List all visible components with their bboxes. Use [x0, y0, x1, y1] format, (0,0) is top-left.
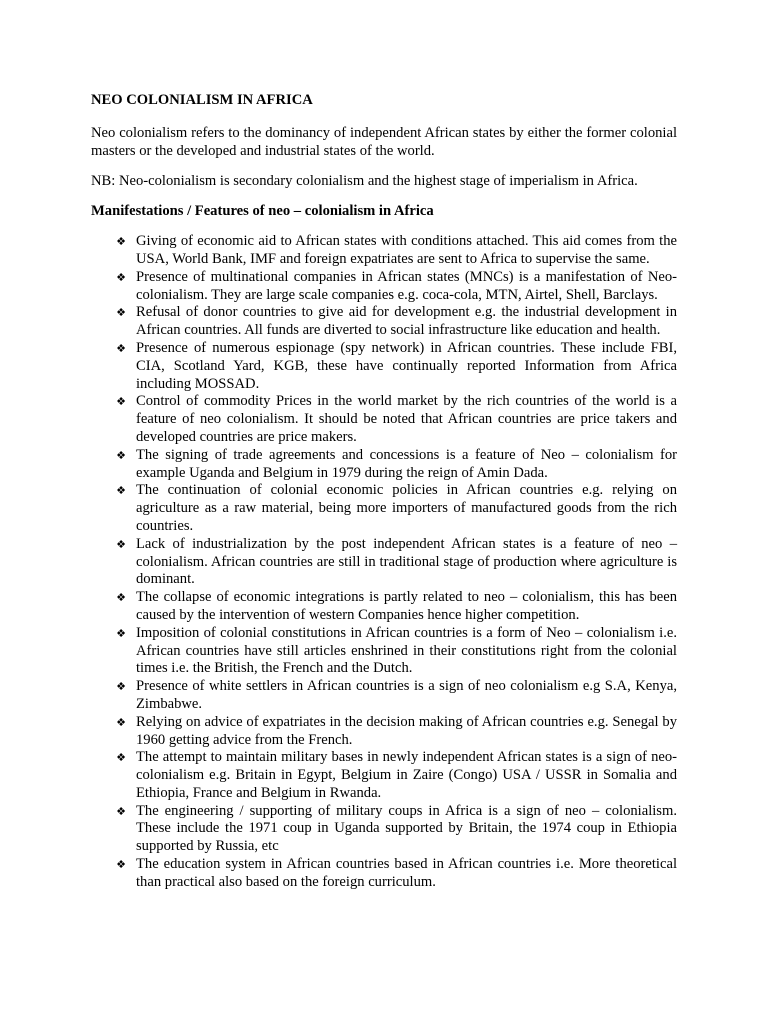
diamond-bullet-icon: ❖ — [116, 537, 126, 551]
list-item — [91, 589, 677, 625]
diamond-bullet-icon: ❖ — [116, 235, 126, 249]
diamond-bullet-icon: ❖ — [116, 680, 126, 694]
list-item — [91, 482, 677, 535]
diamond-bullet-icon: ❖ — [116, 395, 126, 409]
list-item-text: The education system in African countries based in African countries i.e. More theoretical than practical also based on the foreign curriculum. — [136, 856, 677, 890]
diamond-bullet-icon: ❖ — [116, 484, 126, 498]
list-item — [91, 447, 677, 483]
list-item-text: The collapse of economic integrations is partly related to neo – colonialism, this has been caused by the intervention of western Companies hence higher competition. — [136, 589, 677, 623]
document-title: NEO COLONIALISM IN AFRICA — [91, 92, 313, 108]
list-item — [91, 304, 677, 340]
diamond-bullet-icon: ❖ — [116, 626, 126, 640]
list-item-text: Control of commodity Prices in the world market by the rich countries of the world is a feature of neo colonialism. It should be noted that African countries are price takers and developed countries are price makers. — [136, 393, 677, 445]
diamond-bullet-icon: ❖ — [116, 306, 126, 320]
list-item — [91, 803, 677, 856]
list-item — [91, 536, 677, 589]
list-item — [91, 233, 677, 269]
diamond-bullet-icon: ❖ — [116, 858, 126, 872]
features-list — [91, 233, 677, 891]
list-item-text: Giving of economic aid to African states with conditions attached. This aid comes from the USA, World Bank, IMF and foreign expatriates are sent to Africa to supervise the same. — [136, 233, 677, 267]
list-item-text: Lack of industrialization by the post independent African states is a feature of neo – colonialism. African countries are still in traditional stage of production where agriculture is dominant. — [136, 535, 677, 588]
diamond-bullet-icon: ❖ — [116, 804, 126, 818]
section-heading: Manifestations / Features of neo – colonialism in Africa — [91, 203, 434, 220]
list-item-text: The engineering / supporting of military coups in Africa is a sign of neo – colonialism. These include the 1971 coup in Uganda supported by Britain, the 1974 coup in Ethiopia supported by Russia, etc — [136, 802, 677, 855]
list-item-text: Relying on advice of expatriates in the decision making of African countries e.g. Senegal by 1960 getting advice from the French. — [136, 713, 677, 748]
intro-paragraph: Neo colonialism refers to the dominancy of independent African states by either the former colonial masters or the developed and industrial states of the world. — [91, 125, 677, 159]
list-item — [91, 749, 677, 802]
list-item — [91, 625, 677, 678]
diamond-bullet-icon: ❖ — [116, 715, 126, 729]
note-paragraph: NB: Neo-colonialism is secondary colonialism and the highest stage of imperialism in Africa. — [91, 172, 638, 189]
list-item — [91, 856, 677, 892]
list-item — [91, 714, 677, 750]
list-item — [91, 393, 677, 446]
diamond-bullet-icon: ❖ — [116, 591, 126, 605]
document-page — [91, 92, 677, 892]
list-item-text: Imposition of colonial constitutions in African countries is a form of Neo – colonialism i.e. African countries have still articles enshrined in their constitutions right from the colonial times i.e. the British, the French and the Dutch. — [136, 624, 677, 677]
diamond-bullet-icon: ❖ — [116, 751, 126, 765]
list-item — [91, 340, 677, 393]
list-item-text: Presence of multinational companies in African states (MNCs) is a manifestation of Neo-colonialism. They are large scale companies e.g. coca-cola, MTN, Airtel, Shell, Barclays. — [136, 268, 677, 303]
list-item-text: The attempt to maintain military bases in newly independent African states is a sign of neo-colonialism e.g. Britain in Egypt, Belgium in Zaire (Congo) USA / USSR in Somalia and Ethiopia, France and Belgium in Rwanda. — [136, 749, 677, 801]
diamond-bullet-icon: ❖ — [116, 448, 126, 462]
list-item-text: The continuation of colonial economic policies in African countries e.g. relying on agriculture as a raw material, being more importers of manufactured goods from the rich countries. — [136, 482, 677, 534]
diamond-bullet-icon: ❖ — [116, 270, 126, 284]
diamond-bullet-icon: ❖ — [116, 341, 126, 355]
list-item-text: Presence of numerous espionage (spy network) in African countries. These include FBI, CIA, Scotland Yard, KGB, these have continually reported Information from Africa including MOSSAD. — [136, 339, 677, 392]
list-item — [91, 678, 677, 714]
list-item-text: The signing of trade agreements and concessions is a feature of Neo – colonialism for example Uganda and Belgium in 1979 during the reign of Amin Dada. — [136, 446, 677, 481]
list-item — [91, 269, 677, 305]
list-item-text: Presence of white settlers in African countries is a sign of neo colonialism e.g S.A, Kenya, Zimbabwe. — [136, 678, 677, 712]
list-item-text: Refusal of donor countries to give aid for development e.g. the industrial development in African countries. All funds are diverted to social infrastructure like education and health. — [136, 304, 677, 339]
